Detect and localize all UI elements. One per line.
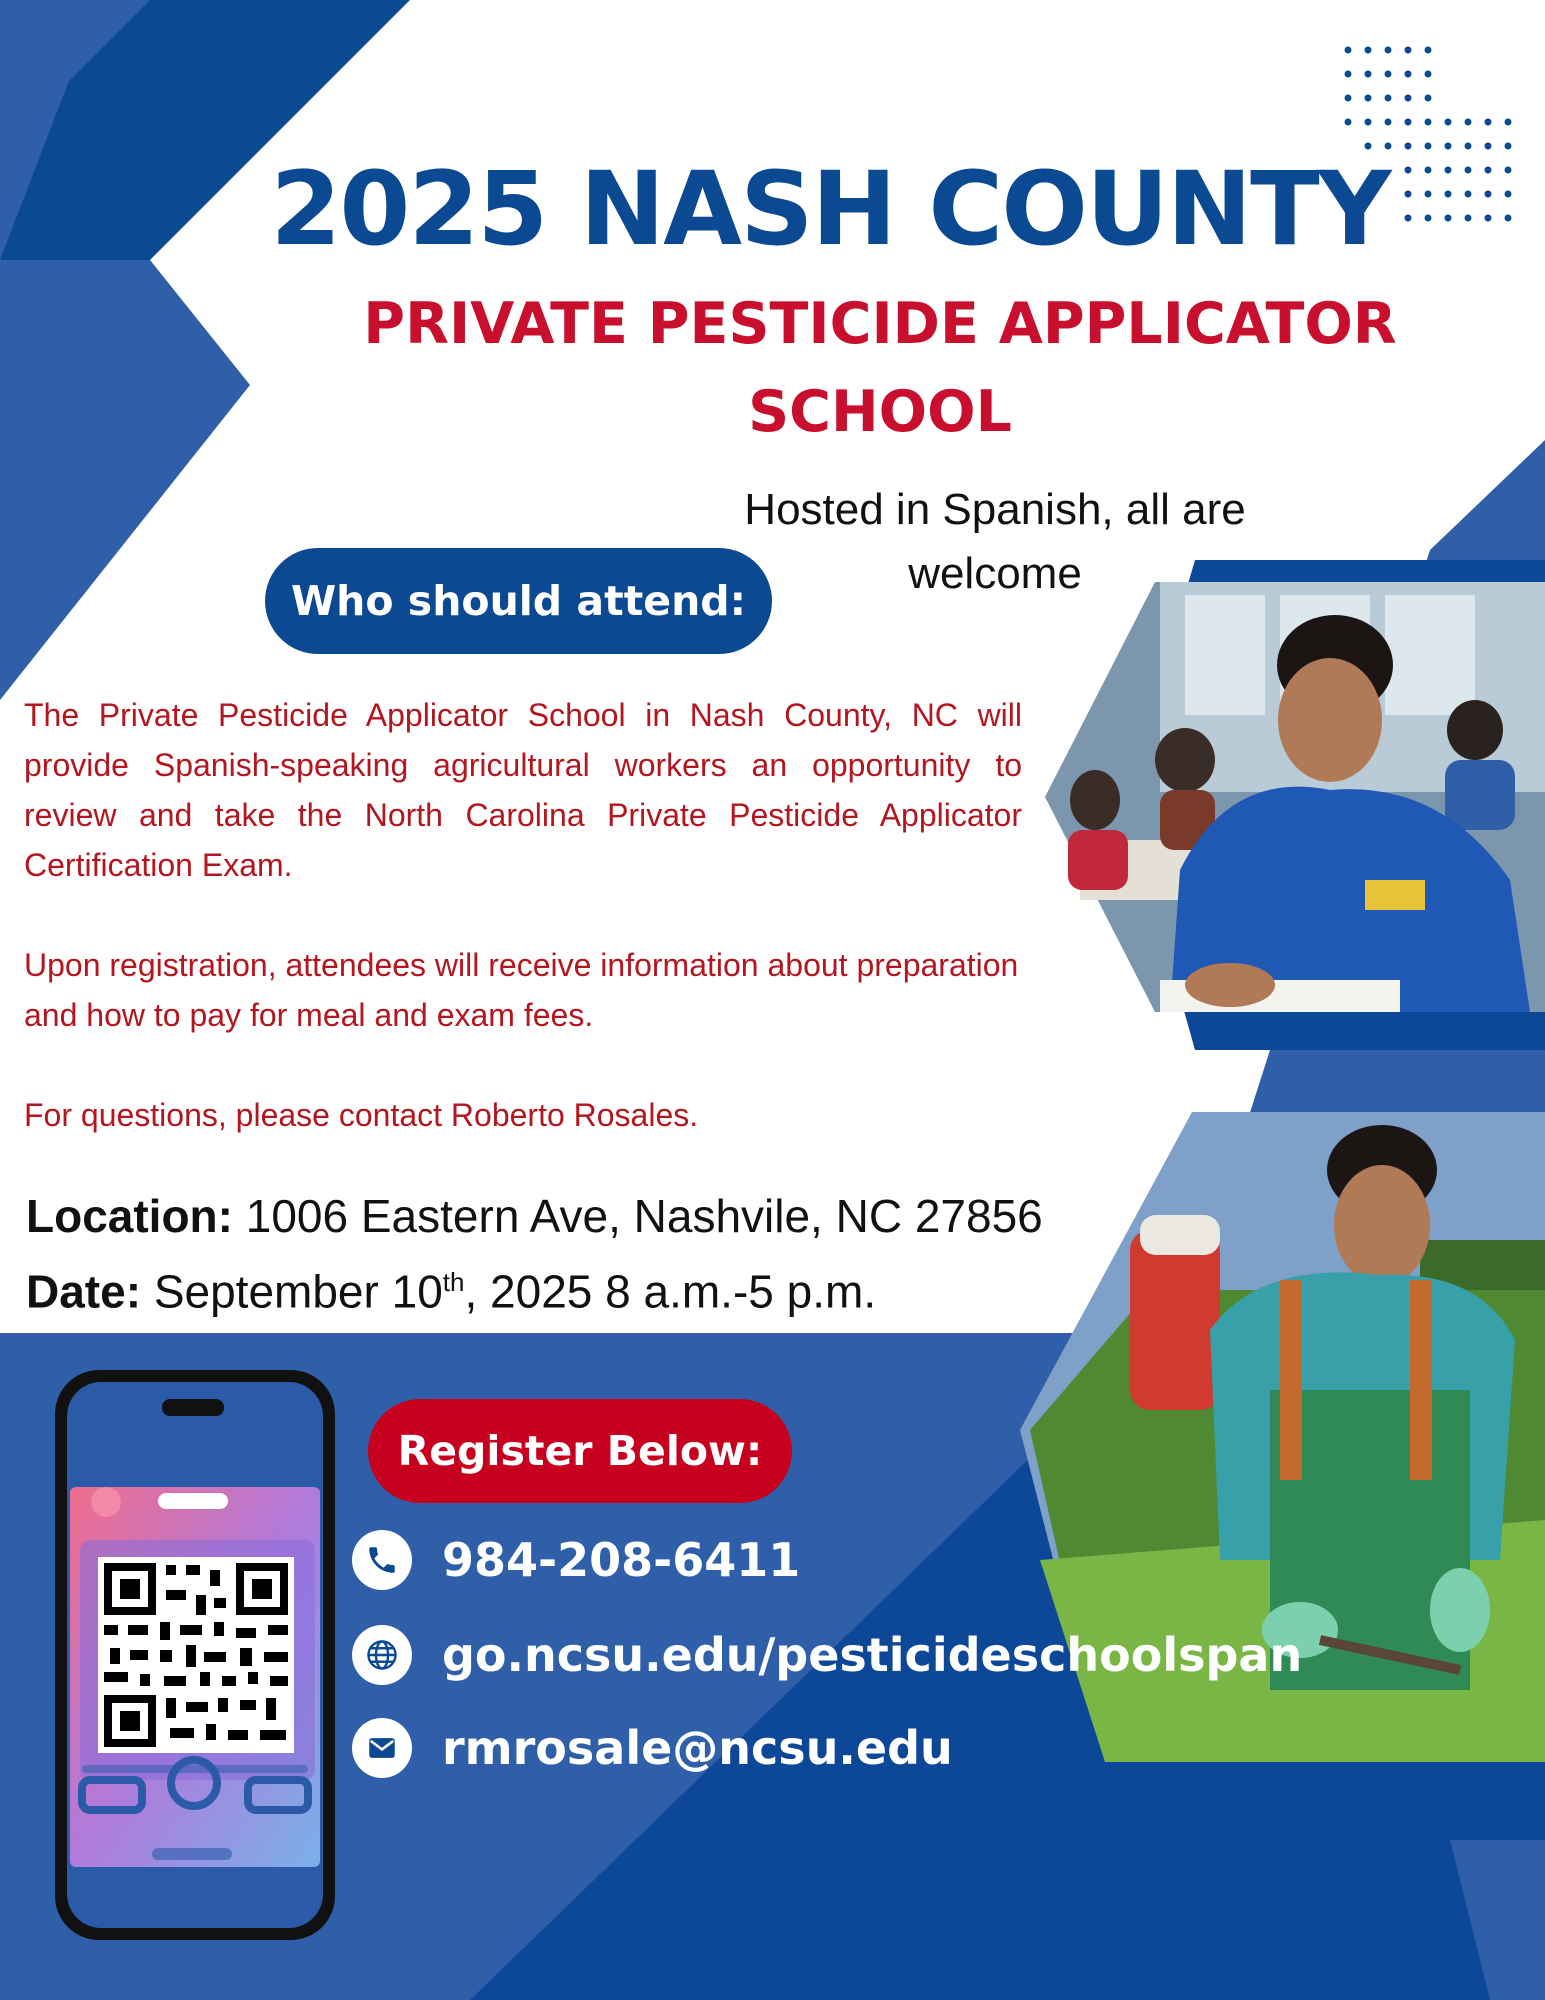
email-row[interactable] (352, 1718, 953, 1778)
register-below-badge: Register Below: (368, 1399, 792, 1503)
phone-row[interactable] (352, 1530, 800, 1590)
date-suffix: th (442, 1267, 465, 1297)
email-icon (352, 1718, 412, 1778)
subtitle-line-2: SCHOOL (748, 379, 1012, 445)
phone-number[interactable]: 984-208-6411 (442, 1533, 801, 1587)
email-address[interactable]: rmrosale@ncsu.edu (442, 1721, 953, 1775)
location-line (26, 1183, 1043, 1249)
hosted-line-1: Hosted in Spanish, all are (744, 485, 1246, 534)
description-paragraph: The Private Pesticide Applicator School in Nash County, NC will provide Spanish-speaking agricultural workers an opportunity to review and take the North Carolina Private Pesticide Applicator Certification Exam. (24, 697, 1022, 883)
qr-code (98, 1557, 294, 1753)
website-row[interactable] (352, 1625, 1302, 1685)
page-subtitle (300, 280, 1460, 456)
date-line (26, 1249, 1043, 1324)
website-link[interactable]: go.ncsu.edu/pesticideschoolspan (442, 1628, 1303, 1682)
location-label: Location: (26, 1190, 233, 1242)
contact-paragraph: For questions, please contact Roberto Rosales. (24, 1097, 699, 1133)
event-details (26, 1183, 1043, 1324)
hosted-note (700, 478, 1290, 606)
classroom-photo (1045, 582, 1545, 1012)
location-value: 1006 Eastern Ave, Nashvile, NC 27856 (245, 1190, 1043, 1242)
who-should-attend-badge: Who should attend: (265, 548, 772, 654)
phone-icon (352, 1530, 412, 1590)
date-label: Date: (26, 1265, 142, 1318)
registration-paragraph: Upon registration, attendees will receive information about preparation and how to pay for meal and exam fees. (24, 947, 1019, 1033)
subtitle-line-1: PRIVATE PESTICIDE APPLICATOR (363, 291, 1397, 357)
date-time: , 2025 8 a.m.-5 p.m. (464, 1265, 877, 1318)
page-title: 2025 NASH COUNTY (270, 150, 1390, 269)
globe-icon (352, 1625, 412, 1685)
date-value: September 10 (153, 1265, 443, 1318)
hosted-line-2: welcome (908, 549, 1082, 598)
